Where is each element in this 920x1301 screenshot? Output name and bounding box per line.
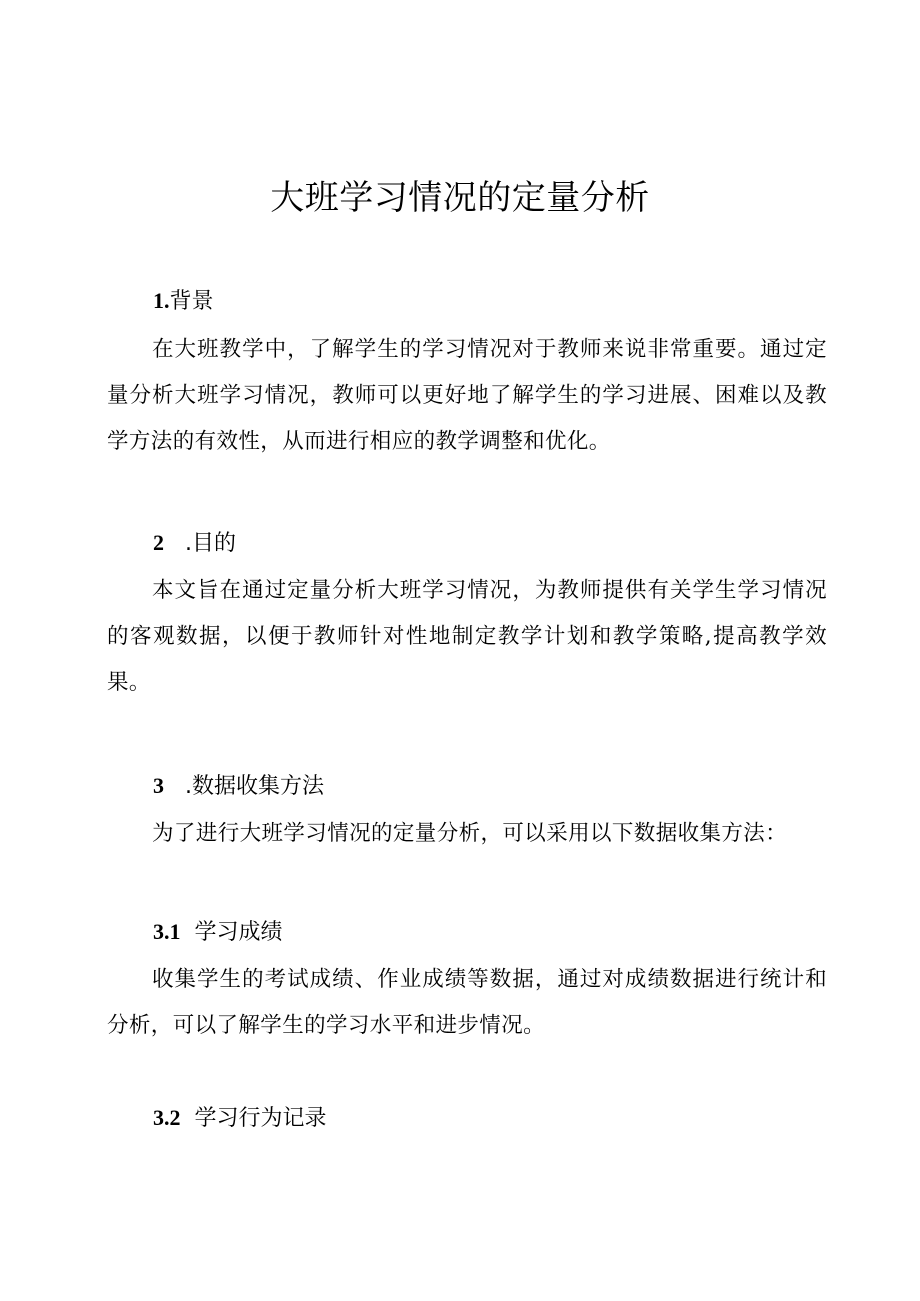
section-heading-1 (153, 286, 214, 317)
section-number: 2 (153, 530, 164, 555)
section-title: 学习行为记录 (194, 1106, 327, 1131)
section-title: .目的 (184, 531, 236, 556)
section-body-2: 本文旨在通过定量分析大班学习情况，为教师提供有关学生学习情况的客观数据，以便于教师针对性地制定教学计划和教学策略,提高教学效果。 (107, 578, 827, 695)
section-body-1: 在大班教学中，了解学生的学习情况对于教师来说非常重要。通过定量分析大班学习情况，教师可以更好地了解学生的学习进展、困难以及教学方法的有效性，从而进行相应的教学调整和优化。 (107, 337, 827, 454)
section-body-3: 为了进行大班学习情况的定量分析，可以采用以下数据收集方法： (152, 821, 788, 846)
section-title: 学习成绩 (194, 920, 283, 945)
section-body-3-1: 收集学生的考试成绩、作业成绩等数据，通过对成绩数据进行统计和分析，可以了解学生的学习水平和进步情况。 (107, 967, 827, 1038)
section-number: 3.2 (153, 1105, 181, 1130)
section-title: .数据收集方法 (184, 774, 324, 799)
section-title: 背景 (169, 289, 214, 314)
section-heading-3-1 (153, 917, 283, 948)
section-number: 3.1 (153, 919, 181, 944)
section-number: 1. (153, 288, 170, 313)
section-number: 3 (153, 773, 164, 798)
section-heading-3 (153, 771, 324, 802)
section-heading-3-2 (153, 1103, 327, 1134)
section-heading-2 (153, 528, 236, 559)
document-title: 大班学习情况的定量分析 (270, 178, 650, 218)
